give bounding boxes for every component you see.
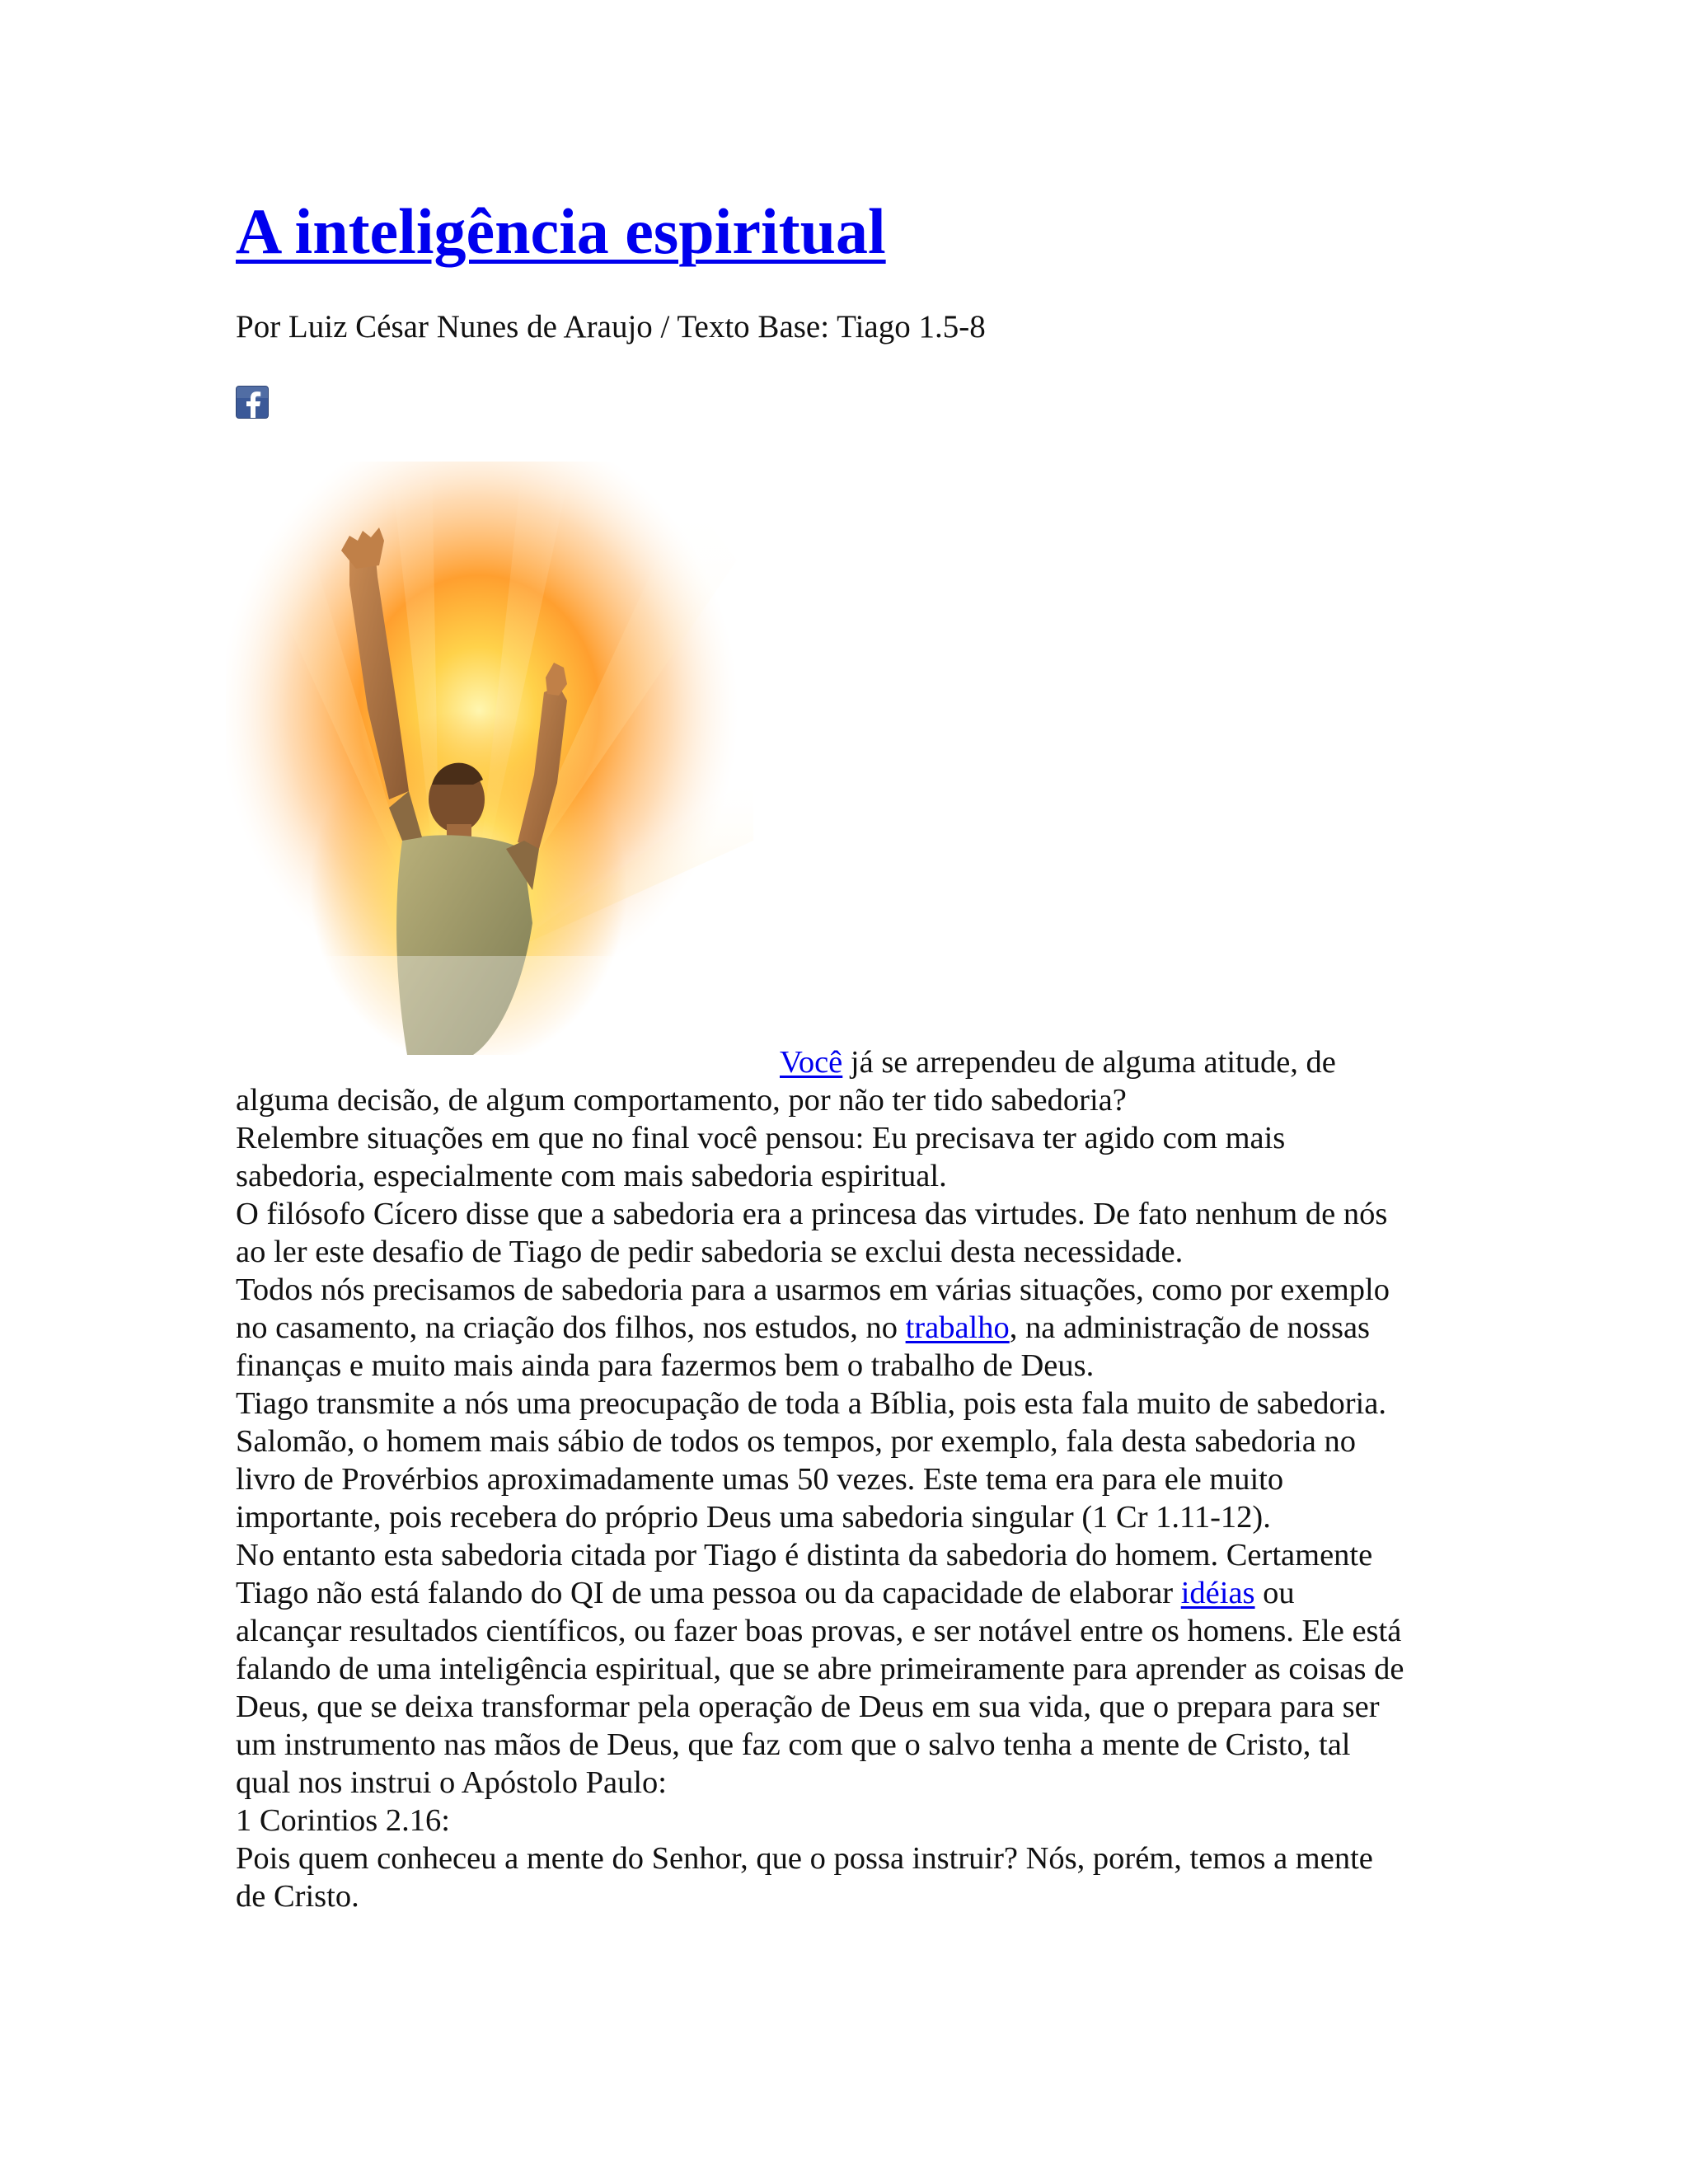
body-line: Pois quem conheceu a mente do Senhor, que o possa instruir? Nós, porém, temos a mente <box>236 1841 1373 1876</box>
body-line: Todos nós precisamos de sabedoria para a usarmos em várias situações, como por exemplo <box>236 1272 1390 1307</box>
body-line: qual nos instrui o Apóstolo Paulo: <box>236 1765 667 1800</box>
body-line: O filósofo Cícero disse que a sabedoria era a princesa das virtudes. De fato nenhum de nós <box>236 1197 1388 1231</box>
article-byline: Por Luiz César Nunes de Araujo / Texto Base: Tiago 1.5-8 <box>236 309 986 344</box>
body-line: finanças e muito mais ainda para fazermos bem o trabalho de Deus. <box>236 1348 1095 1383</box>
body-line <box>236 1309 1472 1347</box>
body-line: ao ler este desafio de Tiago de pedir sabedoria se exclui desta necessidade. <box>236 1235 1184 1269</box>
body-line <box>236 1574 1472 1612</box>
body-text-span: já se arrependeu de alguma atitude, de <box>842 1045 1336 1080</box>
body-line: No entanto esta sabedoria citada por Tiago é distinta da sabedoria do homem. Certamente <box>236 1538 1373 1572</box>
body-line: livro de Provérbios aproximadamente umas 50 vezes. Este tema era para ele muito <box>236 1462 1284 1497</box>
article-title-link[interactable]: A inteligência espiritual <box>236 195 886 267</box>
body-line: de Cristo. <box>236 1879 359 1914</box>
body-line: Relembre situações em que no final você pensou: Eu precisava ter agido com mais <box>236 1121 1286 1155</box>
body-line: Salomão, o homem mais sábio de todos os tempos, por exemplo, fala desta sabedoria no <box>236 1424 1356 1459</box>
body-line: alcançar resultados científicos, ou fazer boas provas, e ser notável entre os homens. Ele está <box>236 1614 1402 1648</box>
body-line: falando de uma inteligência espiritual, que se abre primeiramente para aprender as coisas de <box>236 1652 1404 1686</box>
voce-link[interactable]: Você <box>780 1045 843 1080</box>
praise-light-image <box>226 462 753 1055</box>
body-line: alguma decisão, de algum comportamento, por não ter tido sabedoria? <box>236 1083 1127 1118</box>
body-text-span: Tiago não está falando do QI de uma pessoa ou da capacidade de elaborar <box>236 1576 1181 1610</box>
body-line: Deus, que se deixa transformar pela operação de Deus em sua vida, que o prepara para ser <box>236 1690 1380 1724</box>
body-line <box>236 1043 1472 1081</box>
body-text-span: ou <box>1254 1576 1295 1610</box>
body-line: 1 Corintios 2.16: <box>236 1803 450 1838</box>
body-text-span: , na administração de nossas <box>1009 1310 1371 1345</box>
article-body <box>236 1043 1472 1915</box>
body-line: sabedoria, especialmente com mais sabedoria espiritual. <box>236 1159 947 1193</box>
body-line: Tiago transmite a nós uma preocupação de toda a Bíblia, pois esta fala muito de sabedoria. <box>236 1386 1386 1421</box>
ideias-link[interactable]: idéias <box>1180 1576 1255 1610</box>
facebook-share-button[interactable] <box>236 386 269 419</box>
trabalho-link[interactable]: trabalho <box>905 1310 1010 1345</box>
body-line: importante, pois recebera do próprio Deus uma sabedoria singular (1 Cr 1.11-12). <box>236 1500 1271 1535</box>
facebook-icon <box>237 387 269 419</box>
body-text-span: no casamento, na criação dos filhos, nos estudos, no <box>236 1310 906 1345</box>
body-line: um instrumento nas mãos de Deus, que faz com que o salvo tenha a mente de Cristo, tal <box>236 1727 1351 1762</box>
